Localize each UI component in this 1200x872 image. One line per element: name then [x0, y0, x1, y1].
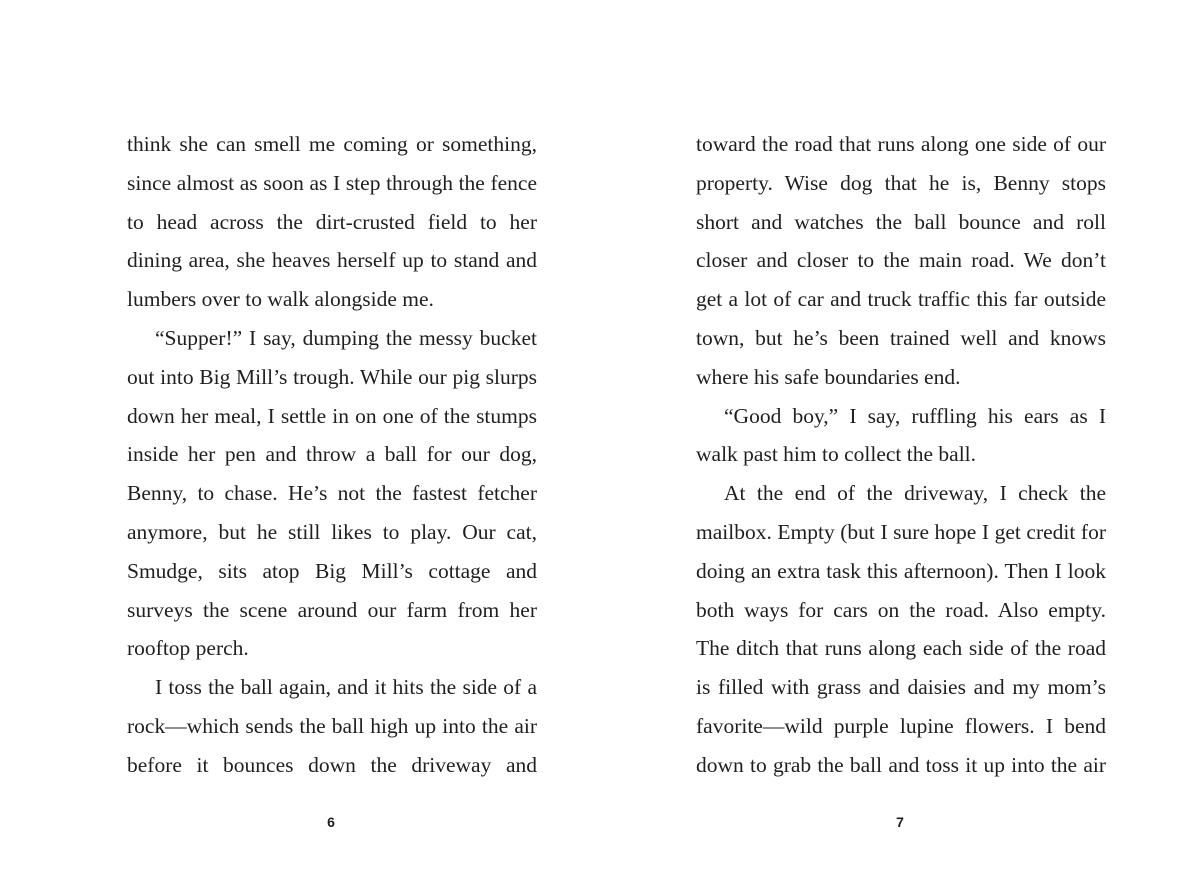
paragraph: “Supper!” I say, dumping the messy bucket out into Big Mill’s trough. While our pig slurps down her meal, I settle in on one of the stumps inside her pen and throw a ball for our dog, Benny, to chase. He’s not the fastest fetcher anymore, but he still likes to play. Our cat, Smudge, sits atop Big Mill’s cottage and surveys the scene around our farm from her rooftop perch. [127, 325, 537, 661]
paragraph: toward the road that runs along one side of our property. Wise dog that he is, Benny stops short and watches the ball bounce and roll closer and closer to the main road. We don’t get a lot of car and truck traffic this far outside town, but he’s been trained well and knows where his safe boundaries end. [696, 132, 1106, 389]
page-number: 7 [896, 814, 904, 830]
paragraph: I toss the ball again, and it hits the side of a rock—which sends the ball high up into the air before it bounces down the driveway and [127, 675, 537, 777]
right-page [600, 0, 1200, 872]
paragraph: think she can smell me coming or something, since almost as soon as I step through the fence to head across the dirt-crusted field to her dining area, she heaves herself up to stand and lumbers over to walk alongside me. [127, 132, 537, 312]
page-number: 6 [327, 814, 335, 830]
left-page-text [127, 125, 537, 785]
right-page-text [696, 125, 1106, 785]
paragraph: “Good boy,” I say, ruffling his ears as I walk past him to collect the ball. [696, 403, 1106, 467]
paragraph: At the end of the driveway, I check the mailbox. Empty (but I sure hope I get credit for doing an extra task this afternoon). Then I look both ways for cars on the road. Also empty. The ditch that runs along each side of the road is filled with grass and daisies and my mom’s favorite—wild purple lupine flowers. I bend down to grab the ball and toss it up into the air [696, 481, 1106, 777]
